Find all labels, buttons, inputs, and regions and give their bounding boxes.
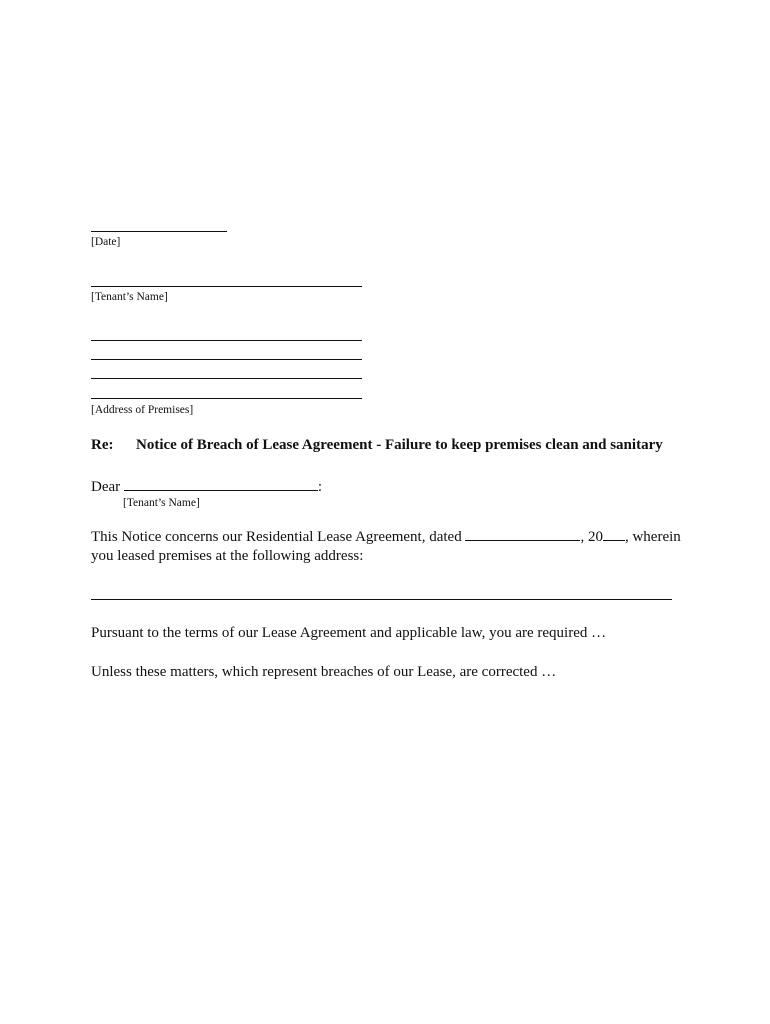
lease-year-prefix: , 20 — [580, 529, 603, 545]
paragraph-consequences: Unless these matters, which represent breaches of our Lease, are corrected … — [91, 664, 557, 680]
paragraph-lease-date-end: , wherein — [624, 529, 681, 545]
premises-address-blank-line — [91, 599, 672, 600]
lease-year-blank — [603, 526, 625, 541]
paragraph-lease-address-intro: you leased premises at the following address: — [91, 548, 364, 564]
salutation-colon: : — [317, 479, 323, 495]
address-blank-line — [91, 398, 362, 399]
paragraph-lease-date-start: This Notice concerns our Residential Lease Agreement, dated — [91, 529, 462, 545]
address-blank-line — [91, 340, 362, 341]
subject-title: Notice of Breach of Lease Agreement - Failure to keep premises clean and sanitary — [136, 437, 663, 453]
salutation-word: Dear — [91, 479, 121, 495]
lease-date-blank — [465, 526, 580, 541]
salutation — [91, 476, 322, 497]
salutation-name-blank — [124, 476, 318, 491]
tenant-name-blank-line — [91, 286, 362, 287]
paragraph-requirements: Pursuant to the terms of our Lease Agreement and applicable law, you are required … — [91, 625, 607, 641]
date-blank-line — [91, 231, 227, 232]
subject-prefix: Re: — [91, 437, 114, 453]
address-caption: [Address of Premises] — [91, 404, 194, 416]
paragraph-lease-date — [91, 526, 681, 547]
address-blank-line — [91, 378, 362, 379]
tenant-name-caption: [Tenant’s Name] — [91, 291, 168, 303]
address-blank-line — [91, 359, 362, 360]
date-caption: [Date] — [91, 236, 121, 248]
salutation-name-caption: [Tenant’s Name] — [123, 497, 200, 509]
subject-line — [91, 437, 663, 454]
